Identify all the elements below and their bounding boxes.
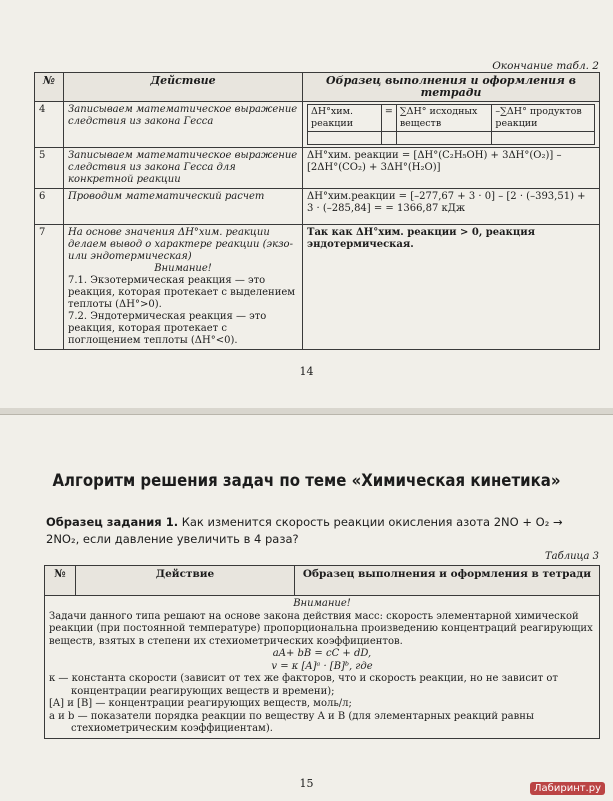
row-number: 4 xyxy=(35,102,64,148)
page-number: 15 xyxy=(299,777,314,790)
table-2 xyxy=(34,72,600,350)
section-title: Алгоритм решения задач по теме «Химическая кинетика» xyxy=(52,471,561,491)
page-number: 14 xyxy=(299,365,314,378)
row-action-cell xyxy=(64,225,303,350)
table-3 xyxy=(44,565,600,739)
attention-label: Внимание! xyxy=(154,263,212,274)
table-label: Таблица 3 xyxy=(544,551,599,562)
concentration-definition: [A] и [B] — концентрации реагирующих веществ, моль/л; xyxy=(49,698,352,709)
exothermic-definition: 7.1. Экзотермическая реакция — это реакция, которая протекает с выделением теплоты (ΔH°>0). xyxy=(68,275,296,310)
mini-cell: ∑ΔH° исходных веществ xyxy=(396,105,492,132)
row-action: Записываем математическое выражение следствия из закона Гесса для конкретной реакции xyxy=(64,148,303,189)
table-continuation-note: Окончание табл. 2 xyxy=(492,60,599,72)
row-number: 5 xyxy=(35,148,64,189)
table-row xyxy=(35,148,600,189)
row-number: 6 xyxy=(35,189,64,225)
task-statement xyxy=(46,514,595,548)
row-sample xyxy=(303,102,600,148)
endothermic-definition: 7.2. Эндотермическая реакция — это реакция, которая протекает с поглощением теплоты (ΔH°<0). xyxy=(68,311,267,346)
col-sample-header: Образец выполнения и оформления в тетради xyxy=(303,73,600,102)
row-action: Записываем математическое выражение следствия из закона Гесса xyxy=(64,102,303,148)
table-row xyxy=(45,596,600,739)
mini-cell: ΔH°хим. реакции xyxy=(308,105,382,132)
task-label: Образец задания 1. xyxy=(46,515,179,529)
row-number: 7 xyxy=(35,225,64,350)
reaction-equation: aA+ bB = cC + dD, xyxy=(272,648,372,659)
col-number-header: № xyxy=(35,73,64,102)
row-formula: ΔH°хим. реакции = [ΔH°(C₂H₅OH) + 3ΔH°(O₂)] – [2ΔH°(CO₂) + 3ΔH°(H₂O)] xyxy=(303,148,600,189)
table-header-row xyxy=(45,566,600,596)
table-header-row xyxy=(35,73,600,102)
attention-label: Внимание! xyxy=(293,598,351,609)
row-action: Проводим математический расчет xyxy=(64,189,303,225)
order-definition: a и b — показатели порядка реакции по веществу A и B (для элементарных реакций равны стехиометрическим коэффициентам). xyxy=(49,710,534,734)
table-row xyxy=(35,102,600,148)
col-action-header: Действие xyxy=(76,566,295,596)
table-row xyxy=(35,225,600,350)
task-text: Как изменится скорость реакции окисления азота 2NO + O₂ → 2NO₂, если давление увеличить в 4 раза? xyxy=(46,515,563,546)
row-result: Так как ΔH°хим. реакции > 0, реакция эндотермическая. xyxy=(303,225,600,350)
row-formula: ΔH°хим.реакции = [–277,67 + 3 · 0] – [2 · (–393,51) + 3 · (–285,84] = = 1366,87 кДж xyxy=(303,189,600,225)
bottom-page xyxy=(0,414,613,801)
rate-equation: v = κ [A]ᵃ · [B]ᵇ, где xyxy=(271,660,373,672)
rate-constant-definition: κ — константа скорости (зависит от тех же факторов, что и скорость реакции, но не зависит от концентрации реагирующих веществ и времени); xyxy=(49,673,558,697)
mass-action-text: Задачи данного типа решают на основе закона действия масс: скорость элементарной химической реакции (при постоянной температуре) пропорциональна произведению концентраций реагирующих веществ, взятых в степени их стехиометрических коэффициентов. xyxy=(49,610,593,647)
col-action-header: Действие xyxy=(64,73,303,102)
watermark-logo: Лабиринт.ру xyxy=(530,782,605,795)
row-action: На основе значения ΔH°хим. реакции делаем вывод о характере реакции (экзо- или эндотермическая) xyxy=(68,227,293,262)
col-sample-header: Образец выполнения и оформления в тетради xyxy=(295,566,600,596)
mini-cell: –∑ΔH° продуктов реакции xyxy=(492,105,595,132)
mini-cell: = xyxy=(381,105,396,132)
col-number-header: № xyxy=(45,566,76,596)
table-row xyxy=(35,189,600,225)
hess-mini-table xyxy=(307,104,595,145)
attention-cell xyxy=(45,596,600,739)
